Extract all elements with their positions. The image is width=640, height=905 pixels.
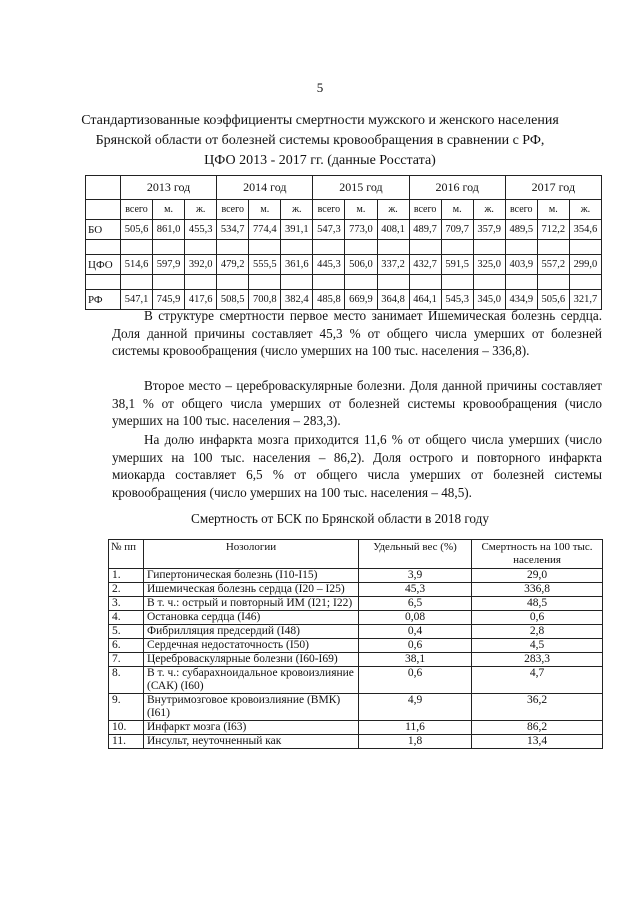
value-cell: 700,8	[249, 290, 281, 310]
value-cell: 361,6	[281, 255, 313, 275]
nosology-name: Фибрилляция предсердий (I48)	[144, 625, 359, 639]
rate-value: 48,5	[472, 597, 603, 611]
spacer-cell	[86, 240, 121, 255]
subheader-cell: ж.	[185, 200, 217, 220]
value-cell: 514,6	[121, 255, 153, 275]
share-value: 0,08	[359, 611, 472, 625]
nosology-name: Сердечная недостаточность (I50)	[144, 639, 359, 653]
spacer-row	[86, 275, 602, 290]
spacer-cell	[185, 240, 217, 255]
value-cell: 325,0	[473, 255, 505, 275]
row-number: 1.	[109, 569, 144, 583]
spacer-cell	[537, 240, 569, 255]
value-cell: 432,7	[409, 255, 441, 275]
value-cell: 337,2	[377, 255, 409, 275]
spacer-cell	[249, 275, 281, 290]
nosology-row	[109, 653, 603, 667]
value-cell: 861,0	[153, 220, 185, 240]
spacer-cell	[441, 275, 473, 290]
paragraph	[112, 377, 602, 430]
value-cell: 382,4	[281, 290, 313, 310]
year-header: 2015 год	[313, 176, 409, 200]
row-number: 3.	[109, 597, 144, 611]
mortality-comparison-table	[85, 175, 602, 310]
spacer-cell	[217, 240, 249, 255]
subheader-cell: м.	[249, 200, 281, 220]
rate-value: 4,5	[472, 639, 603, 653]
value-cell: 489,7	[409, 220, 441, 240]
subheader-cell: ж.	[377, 200, 409, 220]
rate-value: 86,2	[472, 721, 603, 735]
nosology-name: Инфаркт мозга (I63)	[144, 721, 359, 735]
row-number: 6.	[109, 639, 144, 653]
spacer-cell	[569, 275, 601, 290]
subheader-cell: всего	[505, 200, 537, 220]
share-value: 11,6	[359, 721, 472, 735]
value-cell: 464,1	[409, 290, 441, 310]
value-cell: 354,6	[569, 220, 601, 240]
value-cell: 485,8	[313, 290, 345, 310]
nosology-row	[109, 694, 603, 721]
col-header-rate: Смертность на 100 тыс. населения	[472, 540, 603, 569]
col-header-number: № пп	[109, 540, 144, 569]
value-cell: 534,7	[217, 220, 249, 240]
value-cell: 299,0	[569, 255, 601, 275]
spacer-cell	[86, 275, 121, 290]
share-value: 0,6	[359, 667, 472, 694]
subheader-cell: ж.	[569, 200, 601, 220]
nosology-row	[109, 639, 603, 653]
value-cell: 508,5	[217, 290, 249, 310]
table2-header-row	[109, 540, 603, 569]
rate-value: 336,8	[472, 583, 603, 597]
value-cell: 408,1	[377, 220, 409, 240]
spacer-cell	[249, 240, 281, 255]
nosology-row	[109, 611, 603, 625]
spacer-cell	[345, 275, 377, 290]
spacer-cell	[473, 240, 505, 255]
spacer-row	[86, 240, 602, 255]
value-cell: 597,9	[153, 255, 185, 275]
subheader-cell: ж.	[281, 200, 313, 220]
col-header-share: Удельный вес (%)	[359, 540, 472, 569]
nosology-name: Гипертоническая болезнь (I10-I15)	[144, 569, 359, 583]
spacer-cell	[313, 275, 345, 290]
value-cell: 357,9	[473, 220, 505, 240]
value-cell: 364,8	[377, 290, 409, 310]
value-cell: 479,2	[217, 255, 249, 275]
value-cell: 547,3	[313, 220, 345, 240]
value-cell: 547,1	[121, 290, 153, 310]
col-header-nosology: Нозологии	[144, 540, 359, 569]
spacer-cell	[217, 275, 249, 290]
spacer-cell	[345, 240, 377, 255]
row-number: 11.	[109, 735, 144, 749]
subheader-cell: ж.	[473, 200, 505, 220]
paragraph-text: На долю инфаркта мозга приходится 11,6 % от общего числа умерших (число умерших на 100 тыс. населения – 86,2). Доля острого и повторного инфаркта миокарда составляет 6,5 % от общего числа умерших от болезней системы кровообращения (число умерших на 100 тыс. населения – 48,5).	[112, 432, 602, 500]
share-value: 45,3	[359, 583, 472, 597]
nosology-row	[109, 721, 603, 735]
spacer-cell	[281, 275, 313, 290]
value-cell: 774,4	[249, 220, 281, 240]
nosology-row	[109, 569, 603, 583]
value-cell: 455,3	[185, 220, 217, 240]
region-row	[86, 255, 602, 275]
rate-value: 36,2	[472, 694, 603, 721]
rate-value: 0,6	[472, 611, 603, 625]
value-cell: 712,2	[537, 220, 569, 240]
spacer-cell	[377, 275, 409, 290]
row-number: 8.	[109, 667, 144, 694]
spacer-cell	[505, 240, 537, 255]
value-cell: 745,9	[153, 290, 185, 310]
spacer-cell	[121, 275, 153, 290]
rate-value: 2,8	[472, 625, 603, 639]
value-cell: 417,6	[185, 290, 217, 310]
value-cell: 505,6	[121, 220, 153, 240]
share-value: 6,5	[359, 597, 472, 611]
title-line: Стандартизованные коэффициенты смертности мужского и женского населения	[81, 113, 559, 128]
value-cell: 403,9	[505, 255, 537, 275]
paragraph	[112, 431, 602, 501]
mortality-table-body	[86, 220, 602, 310]
empty-corner-cell	[86, 176, 121, 200]
nosology-name: Внутримозговое кровоизлияние (ВМК) (I61)	[144, 694, 359, 721]
value-cell: 434,9	[505, 290, 537, 310]
nosology-name: Ишемическая болезнь сердца (I20 – I25)	[144, 583, 359, 597]
value-cell: 489,5	[505, 220, 537, 240]
rate-value: 4,7	[472, 667, 603, 694]
row-number: 10.	[109, 721, 144, 735]
spacer-cell	[441, 240, 473, 255]
nosology-name: Инсульт, неуточненный как	[144, 735, 359, 749]
value-cell: 445,3	[313, 255, 345, 275]
spacer-cell	[505, 275, 537, 290]
spacer-cell	[185, 275, 217, 290]
spacer-cell	[537, 275, 569, 290]
subheader-cell: всего	[217, 200, 249, 220]
spacer-cell	[281, 240, 313, 255]
nosology-name: Остановка сердца (I46)	[144, 611, 359, 625]
nosology-name: В т. ч.: субарахноидальное кровоизлияние (САК) (I60)	[144, 667, 359, 694]
value-cell: 321,7	[569, 290, 601, 310]
rate-value: 29,0	[472, 569, 603, 583]
row-number: 2.	[109, 583, 144, 597]
value-cell: 591,5	[441, 255, 473, 275]
paragraph-text: В структуре смертности первое место занимает Ишемическая болезнь сердца. Доля данной причины составляет 45,3 % от общего числа умерших от болезней системы кровообращения (число умерших на 100 тыс. населения – 336,8).	[112, 308, 602, 358]
nosology-row	[109, 583, 603, 597]
share-value: 38,1	[359, 653, 472, 667]
page-number: 5	[316, 80, 324, 95]
nosology-name: В т. ч.: острый и повторный ИМ (I21; I22)	[144, 597, 359, 611]
spacer-cell	[153, 240, 185, 255]
title-line: Брянской области от болезней системы кровообращения в сравнении с РФ,	[95, 133, 545, 148]
nosology-row	[109, 625, 603, 639]
value-cell: 555,5	[249, 255, 281, 275]
row-number: 7.	[109, 653, 144, 667]
region-label: БО	[86, 220, 121, 240]
year-header: 2013 год	[121, 176, 217, 200]
subheader-cell: м.	[153, 200, 185, 220]
row-number: 9.	[109, 694, 144, 721]
value-cell: 669,9	[345, 290, 377, 310]
spacer-cell	[377, 240, 409, 255]
subheader-cell: всего	[313, 200, 345, 220]
rate-value: 13,4	[472, 735, 603, 749]
year-header-row	[86, 176, 602, 200]
value-cell: 709,7	[441, 220, 473, 240]
table2-title: Смертность от БСК по Брянской области в 2018 году	[191, 511, 489, 526]
value-cell: 506,0	[345, 255, 377, 275]
value-cell: 545,3	[441, 290, 473, 310]
spacer-cell	[153, 275, 185, 290]
share-value: 4,9	[359, 694, 472, 721]
share-value: 1,8	[359, 735, 472, 749]
subheader-row	[86, 200, 602, 220]
title-line: ЦФО 2013 - 2017 гг. (данные Росстата)	[204, 153, 436, 168]
value-cell: 557,2	[537, 255, 569, 275]
value-cell: 345,0	[473, 290, 505, 310]
spacer-cell	[121, 240, 153, 255]
subheader-cell: м.	[441, 200, 473, 220]
value-cell: 505,6	[537, 290, 569, 310]
nosology-row	[109, 667, 603, 694]
table2-body	[109, 569, 603, 749]
rate-value: 283,3	[472, 653, 603, 667]
subheader-cell: м.	[537, 200, 569, 220]
row-number: 4.	[109, 611, 144, 625]
share-value: 3,9	[359, 569, 472, 583]
nosology-name: Цереброваскулярные болезни (I60-I69)	[144, 653, 359, 667]
spacer-cell	[473, 275, 505, 290]
year-header: 2017 год	[505, 176, 601, 200]
year-header: 2014 год	[217, 176, 313, 200]
spacer-cell	[409, 275, 441, 290]
document-title	[80, 111, 560, 171]
paragraph-text: Второе место – цереброваскулярные болезни. Доля данной причины составляет 38,1 % от общего числа умерших от болезней системы кровообращения (число умерших на 100 тыс. населения – 283,3).	[112, 378, 602, 428]
region-label: РФ	[86, 290, 121, 310]
empty-cell	[86, 200, 121, 220]
share-value: 0,6	[359, 639, 472, 653]
value-cell: 392,0	[185, 255, 217, 275]
subheader-cell: всего	[121, 200, 153, 220]
row-number: 5.	[109, 625, 144, 639]
spacer-cell	[409, 240, 441, 255]
spacer-cell	[313, 240, 345, 255]
paragraph	[112, 307, 602, 360]
region-label: ЦФО	[86, 255, 121, 275]
nosology-row	[109, 735, 603, 749]
subheader-cell: всего	[409, 200, 441, 220]
nosology-row	[109, 597, 603, 611]
region-row	[86, 220, 602, 240]
subheader-cell: м.	[345, 200, 377, 220]
value-cell: 391,1	[281, 220, 313, 240]
value-cell: 773,0	[345, 220, 377, 240]
share-value: 0,4	[359, 625, 472, 639]
bsk-mortality-table	[108, 539, 603, 749]
spacer-cell	[569, 240, 601, 255]
year-header: 2016 год	[409, 176, 505, 200]
